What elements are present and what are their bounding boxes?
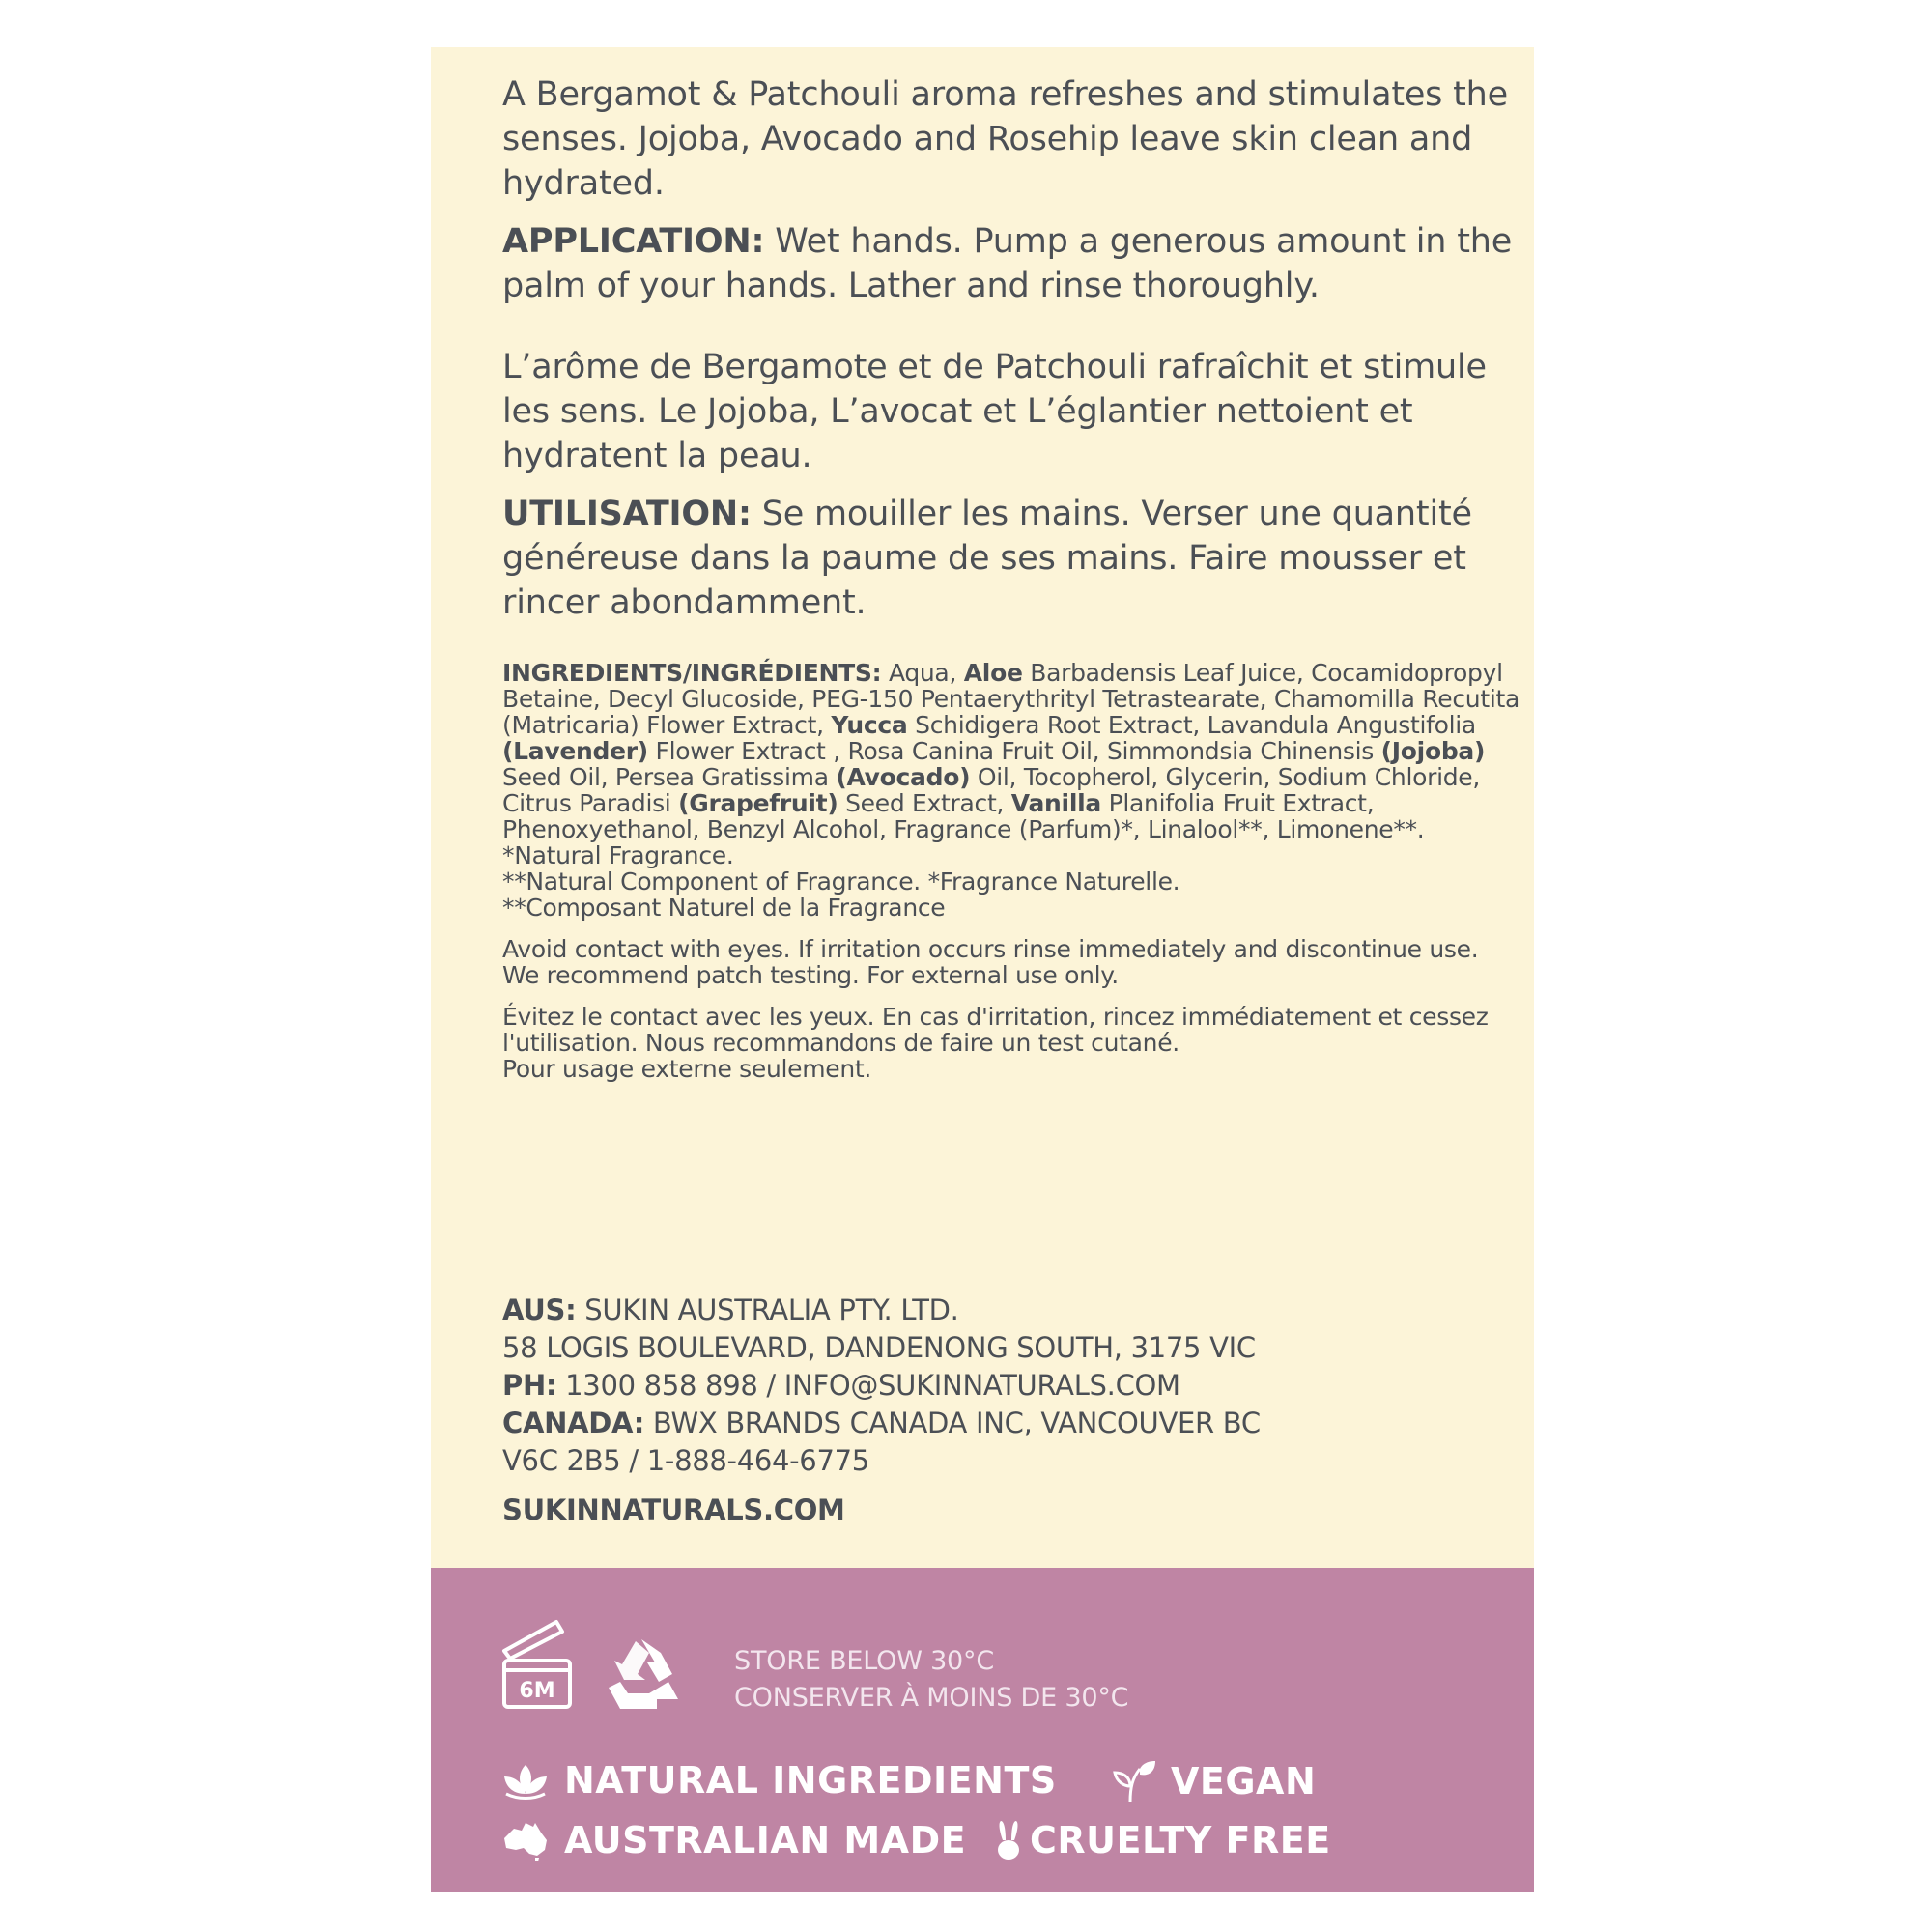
description-en: A Bergamot & Patchouli aroma refreshes and stimulates the senses. Jojoba, Avocado and Rosehip leave skin clean and hydrated. (502, 75, 1508, 203)
pao-jar-icon (498, 1618, 576, 1715)
canada-line: CANADA: BWX BRANDS CANADA INC, VANCOUVER BC (502, 1406, 1261, 1439)
footer-band (431, 1568, 1534, 1892)
ingredients-label: INGREDIENTS/INGRÉDIENTS: (502, 659, 882, 687)
aus-address: 58 LOGIS BOULEVARD, DANDENONG SOUTH, 3175 VIC (502, 1331, 1256, 1364)
bunny-icon (995, 1819, 1022, 1861)
application-en (502, 219, 1526, 308)
lotus-icon (500, 1761, 551, 1800)
application-text: Wet hands. Pump a generous amount in the palm of your hands. Lather and rinse thoroughly. (502, 222, 1513, 305)
sprout-icon (1113, 1759, 1157, 1804)
fragrance-note-1: **Natural Component of Fragrance. *Fragrance Naturelle. (502, 867, 1180, 895)
contact-block (502, 1292, 1526, 1526)
canada-postal-line: V6C 2B5 / 1-888-464-6775 (502, 1444, 869, 1477)
description-fr: L’arôme de Bergamote et de Patchouli rafraîchit et stimule les sens. Le Jojoba, L’avocat et L’églantier nettoient et hydratent la peau. (502, 348, 1487, 475)
label-content (502, 72, 1526, 1526)
warning-en: Avoid contact with eyes. If irritation occurs rinse immediately and discontinue use. We recommend patch testing. For external use only. (502, 935, 1479, 989)
fragrance-note-2: **Composant Naturel de la Fragrance (502, 894, 946, 922)
application-label: APPLICATION: (502, 222, 765, 261)
product-label-back (431, 47, 1534, 1892)
utilisation-text: Se mouiller les mains. Verser une quantité généreuse dans la paume de ses mains. Faire mousser et rincer abondamment. (502, 495, 1472, 622)
phone-line: PH: 1300 858 898 / INFO@SUKINNATURALS.COM (502, 1369, 1180, 1402)
ingredients-list: INGREDIENTS/INGRÉDIENTS: Aqua, Aloe Barbadensis Leaf Juice, Cocamidopropyl Betaine, Decyl Glucoside, PEG-150 Pentaerythrityl Tetrastearate, Chamomilla Recutita (Matricaria) Flower Extract, Yucca Schidigera Root Extract, Lavandula Angustifolia (Lavender) Flower Extract , Rosa Canina Fruit Oil, Simmondsia Chinensis (Jojoba) Seed Oil, Persea Gratissima (Avocado) Oil, Tocopherol, Glycerin, Sodium Chloride, Citrus Paradisi (Grapefruit) Seed Extract, Vanilla Planifolia Fruit Extract, Phenoxyethanol, Benzyl Alcohol, Fragrance (Parfum)*, Linalool**, Limonene**. *Natural Fragrance. **Natural Component of Fragrance. *Fragrance Naturelle. **Composant Naturel de la Fragrance (502, 659, 1520, 922)
australia-map-icon (500, 1819, 551, 1861)
badge-natural-ingredients: NATURAL INGREDIENTS (500, 1759, 1057, 1802)
recycle-icon (601, 1635, 682, 1717)
utilisation-fr (502, 492, 1526, 625)
warning-fr: Évitez le contact avec les yeux. En cas d'irritation, rincez immédiatement et cessez l'utilisation. Nous recommandons de faire un test cutané. Pour usage externe seulement. (502, 1003, 1489, 1083)
badge-cruelty-free: CRUELTY FREE (995, 1819, 1331, 1861)
pao-label: 6M (519, 1679, 555, 1703)
storage-instructions (734, 1643, 1128, 1717)
aus-company-line: AUS: SUKIN AUSTRALIA PTY. LTD. (502, 1293, 959, 1326)
store-en: STORE BELOW 30°C (734, 1646, 994, 1676)
website-link[interactable]: SUKINNATURALS.COM (502, 1493, 845, 1526)
store-fr: CONSERVER À MOINS DE 30°C (734, 1683, 1129, 1713)
badge-australian-made: AUSTRALIAN MADE (500, 1819, 966, 1861)
utilisation-label: UTILISATION: (502, 495, 752, 533)
badge-vegan: VEGAN (1113, 1759, 1316, 1804)
